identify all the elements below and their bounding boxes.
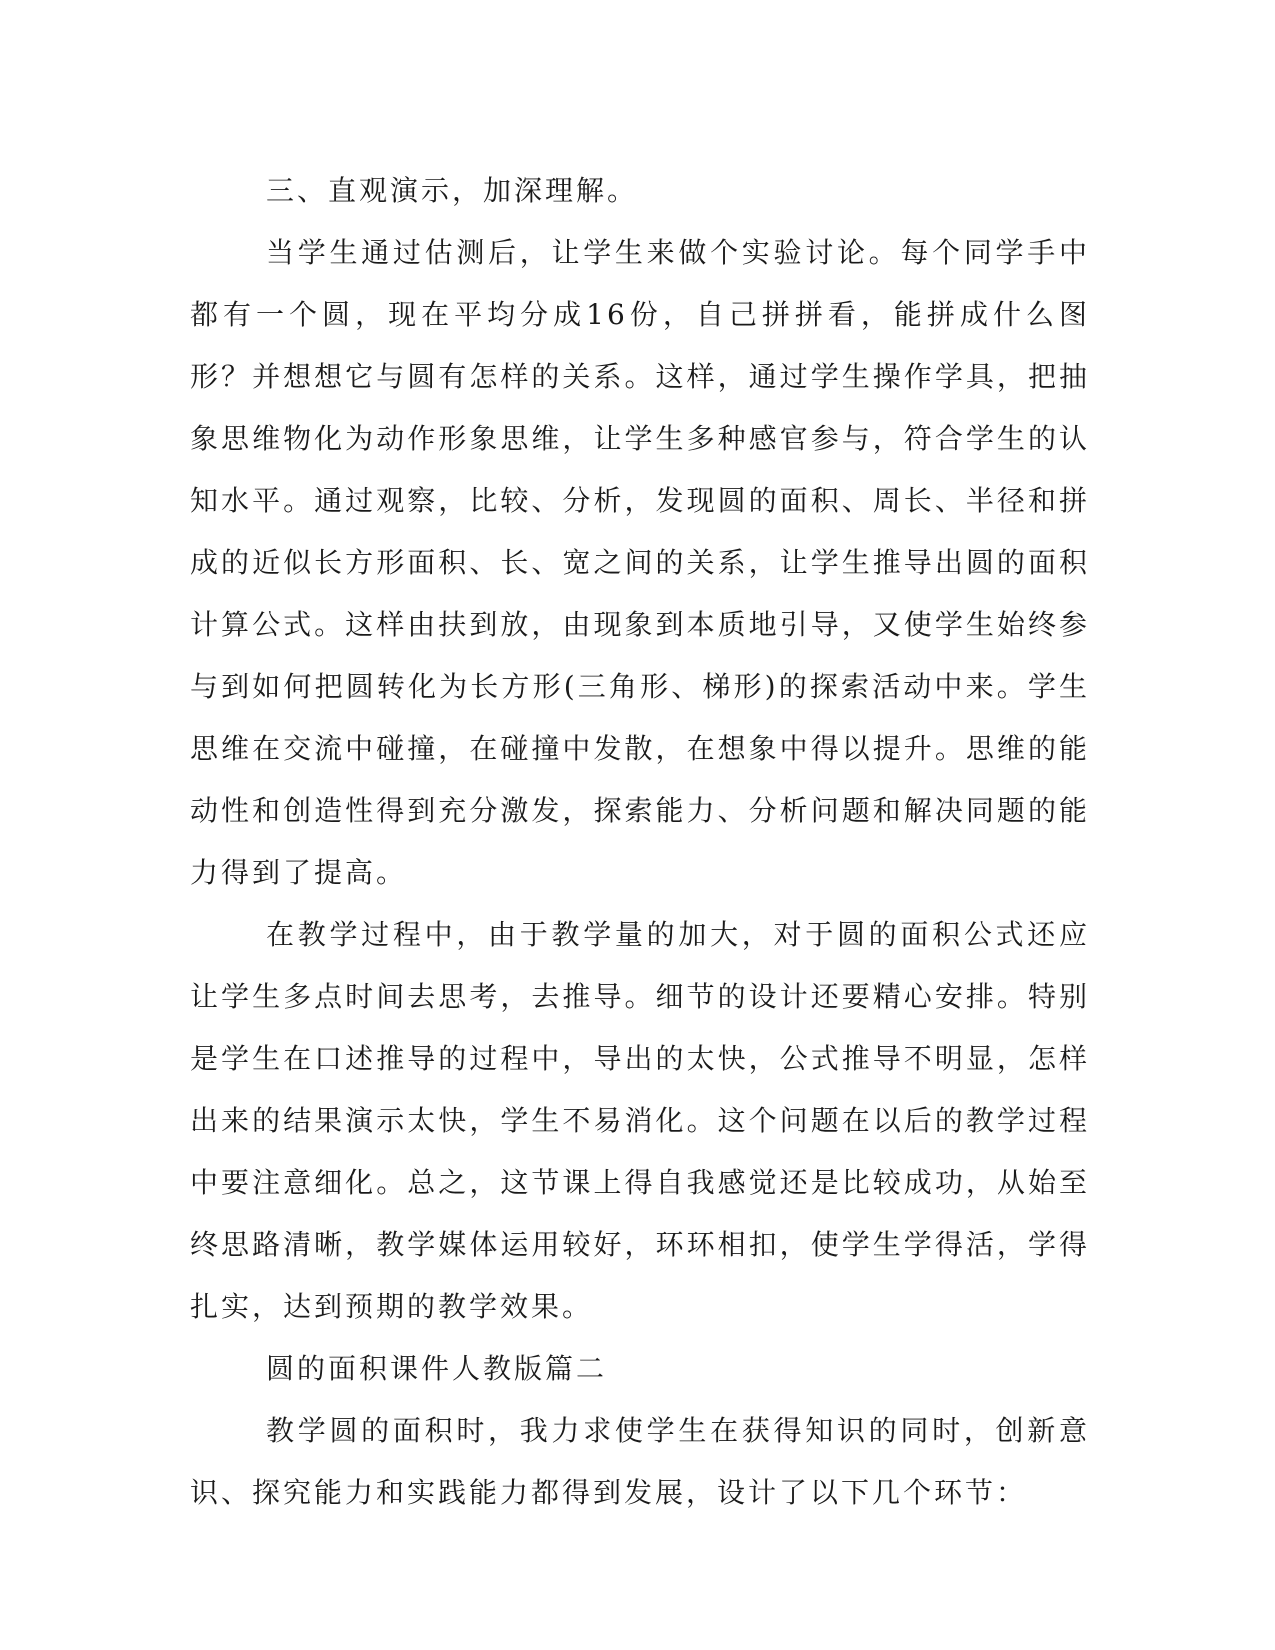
section-heading-intuitive-demo: 三、直观演示，加深理解。 [266,174,639,207]
section-heading-part-two: 圆的面积课件人教版篇二 [266,1352,608,1385]
paragraph-teaching-design: 教学圆的面积时，我力求使学生在获得知识的同时，创新意识、探究能力和实践能力都得到发展，设计了以下几个环节： [190,1414,1090,1509]
paragraph-experiment-discussion: 当学生通过估测后，让学生来做个实验讨论。每个同学手中都有一个圆，现在平均分成16份，自己拼拼看，能拼成什么图形？并想想它与圆有怎样的关系。这样，通过学生操作学具，把抽象思维物化为动作形象思维，让学生多种感官参与，符合学生的认知水平。通过观察，比较、分析，发现圆的面积、周长、半径和拼成的近似长方形面积、长、宽之间的关系，让学生推导出圆的面积计算公式。这样由扶到放，由现象到本质地引导，又使学生始终参与到如何把圆转化为长方形(三角形、梯形)的探索活动中来。学生思维在交流中碰撞，在碰撞中发散，在想象中得以提升。思维的能动性和创造性得到充分激发，探索能力、分析问题和解决同题的能力得到了提高。 [190,236,1090,889]
paragraph-teaching-reflection: 在教学过程中，由于教学量的加大，对于圆的面积公式还应让学生多点时间去思考，去推导。细节的设计还要精心安排。特别是学生在口述推导的过程中，导出的太快，公式推导不明显，怎样出来的结果演示太快，学生不易消化。这个问题在以后的教学过程中要注意细化。总之，这节课上得自我感觉还是比较成功，从始至终思路清晰，教学媒体运用较好，环环相扣，使学生学得活，学得扎实，达到预期的教学效果。 [190,918,1090,1323]
document-body [190,160,1090,1524]
